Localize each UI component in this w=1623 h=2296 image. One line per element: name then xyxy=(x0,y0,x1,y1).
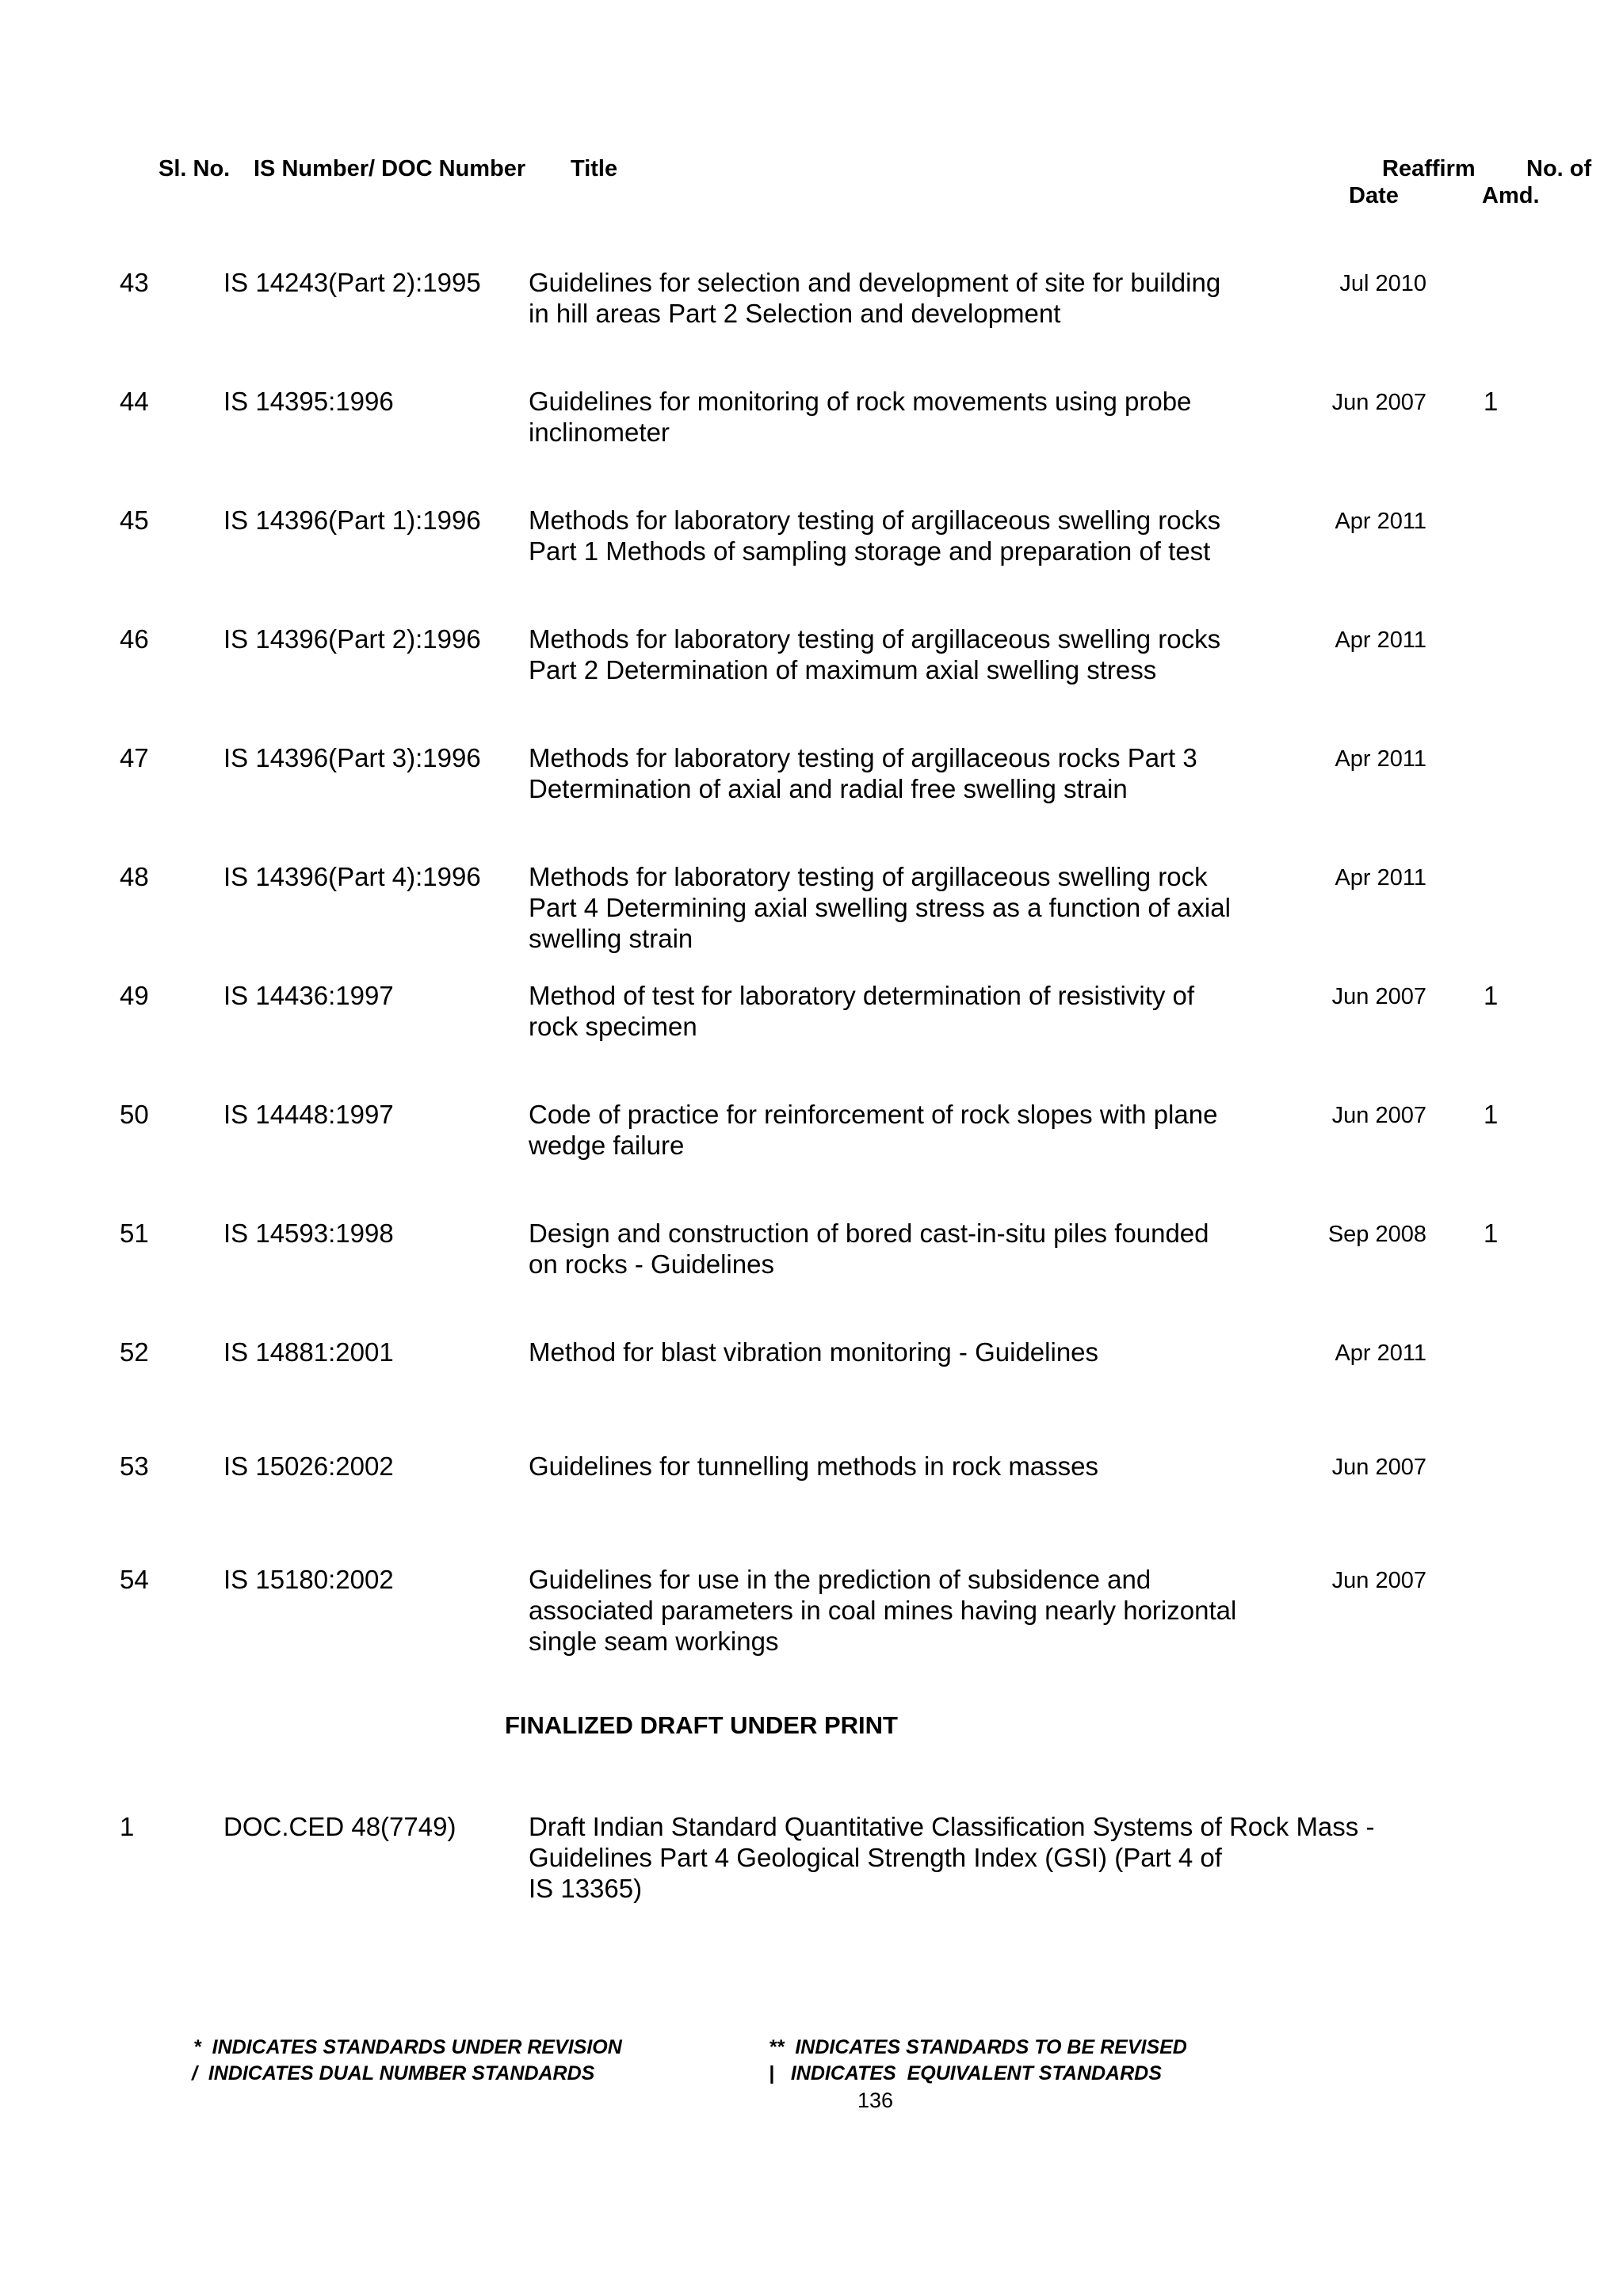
header-reaffirm-date: Date xyxy=(1349,183,1399,208)
is-number: IS 15180:2002 xyxy=(223,1565,394,1594)
reaffirm-date: Apr 2011 xyxy=(1335,1341,1426,1366)
reaffirm-date: Apr 2011 xyxy=(1335,865,1426,891)
reaffirm-date: Sep 2008 xyxy=(1327,1222,1426,1247)
sl-no: 54 xyxy=(120,1565,149,1594)
is-number: IS 15026:2002 xyxy=(223,1451,394,1481)
sl-no: 45 xyxy=(120,505,149,535)
standard-title: Design and construction of bored cast-in-situ piles founded on rocks - Guidelines xyxy=(529,1219,1209,1279)
legend-equivalent: | INDICATES EQUIVALENT STANDARDS xyxy=(769,2062,1162,2084)
legend-under-revision: * INDICATES STANDARDS UNDER REVISION xyxy=(193,2036,622,2058)
reaffirm-date: Jun 2007 xyxy=(1331,390,1426,415)
reaffirm-date: Jun 2007 xyxy=(1331,1568,1426,1593)
is-number: IS 14396(Part 2):1996 xyxy=(223,624,481,654)
header-amd: Amd. xyxy=(1482,183,1540,208)
reaffirm-date: Apr 2011 xyxy=(1335,509,1426,534)
draft-title: Draft Indian Standard Quantitative Classification Systems of Rock Mass - Guidelines Part 4 Geological Strength Index (GSI) (Part 4 of IS 13365) xyxy=(529,1812,1375,1903)
reaffirm-date: Jun 2007 xyxy=(1331,1103,1426,1128)
is-number: IS 14436:1997 xyxy=(223,981,394,1010)
amendment-count: 1 xyxy=(1484,387,1499,416)
amendment-count: 1 xyxy=(1484,981,1499,1010)
header-title: Title xyxy=(571,156,618,181)
header-reaffirm: Reaffirm xyxy=(1382,156,1476,181)
sl-no: 52 xyxy=(120,1337,149,1367)
standard-title: Methods for laboratory testing of argillaceous swelling rocks Part 2 Determination of maximum axial swelling stress xyxy=(529,624,1221,685)
amendment-count: 1 xyxy=(1484,1100,1499,1129)
reaffirm-date: Apr 2011 xyxy=(1335,627,1426,653)
reaffirm-date: Apr 2011 xyxy=(1335,746,1426,772)
legend-dual-number: / INDICATES DUAL NUMBER STANDARDS xyxy=(192,2062,595,2084)
header-is-number: IS Number/ DOC Number xyxy=(254,156,526,181)
standard-title: Guidelines for tunnelling methods in rock masses xyxy=(529,1451,1099,1481)
reaffirm-date: Jul 2010 xyxy=(1339,271,1426,296)
standard-title: Guidelines for selection and development of site for building in hill areas Part 2 Selection and development xyxy=(529,268,1221,328)
standard-title: Code of practice for reinforcement of rock slopes with plane wedge failure xyxy=(529,1100,1218,1160)
standard-title: Methods for laboratory testing of argillaceous swelling rock Part 4 Determining axial swelling stress as a function of axial swelling strain xyxy=(529,862,1231,953)
is-number: IS 14396(Part 1):1996 xyxy=(223,505,481,535)
sl-no: 53 xyxy=(120,1451,149,1481)
sl-no: 43 xyxy=(120,268,149,297)
standard-title: Methods for laboratory testing of argillaceous swelling rocks Part 1 Methods of sampling storage and preparation of test xyxy=(529,505,1221,566)
page-number: 136 xyxy=(857,2088,894,2112)
sl-no: 46 xyxy=(120,624,149,654)
is-number: IS 14881:2001 xyxy=(223,1337,394,1367)
standard-title: Method for blast vibration monitoring - Guidelines xyxy=(529,1337,1099,1367)
is-number: IS 14395:1996 xyxy=(223,387,394,416)
sl-no: 1 xyxy=(120,1812,135,1841)
reaffirm-date: Jun 2007 xyxy=(1331,1455,1426,1480)
doc-number: DOC.CED 48(7749) xyxy=(223,1812,456,1841)
is-number: IS 14243(Part 2):1995 xyxy=(223,268,481,297)
is-number: IS 14396(Part 4):1996 xyxy=(223,862,481,891)
standard-title: Methods for laboratory testing of argillaceous rocks Part 3 Determination of axial and radial free swelling strain xyxy=(529,743,1197,803)
sl-no: 47 xyxy=(120,743,149,772)
standard-title: Method of test for laboratory determination of resistivity of rock specimen xyxy=(529,981,1195,1041)
sl-no: 44 xyxy=(120,387,149,416)
sl-no: 51 xyxy=(120,1219,149,1248)
sl-no: 50 xyxy=(120,1100,149,1129)
reaffirm-date: Jun 2007 xyxy=(1331,984,1426,1009)
header-sl-no: Sl. No. xyxy=(158,156,231,181)
is-number: IS 14448:1997 xyxy=(223,1100,394,1129)
is-number: IS 14593:1998 xyxy=(223,1219,394,1248)
sl-no: 48 xyxy=(120,862,149,891)
amendment-count: 1 xyxy=(1484,1219,1499,1248)
is-number: IS 14396(Part 3):1996 xyxy=(223,743,481,772)
standard-title: Guidelines for monitoring of rock movements using probe inclinometer xyxy=(529,387,1192,447)
sl-no: 49 xyxy=(120,981,149,1010)
section-heading: FINALIZED DRAFT UNDER PRINT xyxy=(505,1711,898,1739)
legend-to-be-revised: ** INDICATES STANDARDS TO BE REVISED xyxy=(769,2036,1187,2058)
standard-title: Guidelines for use in the prediction of subsidence and associated parameters in coal mines having nearly horizontal single seam workings xyxy=(529,1565,1237,1656)
header-no-of: No. of xyxy=(1526,156,1592,181)
